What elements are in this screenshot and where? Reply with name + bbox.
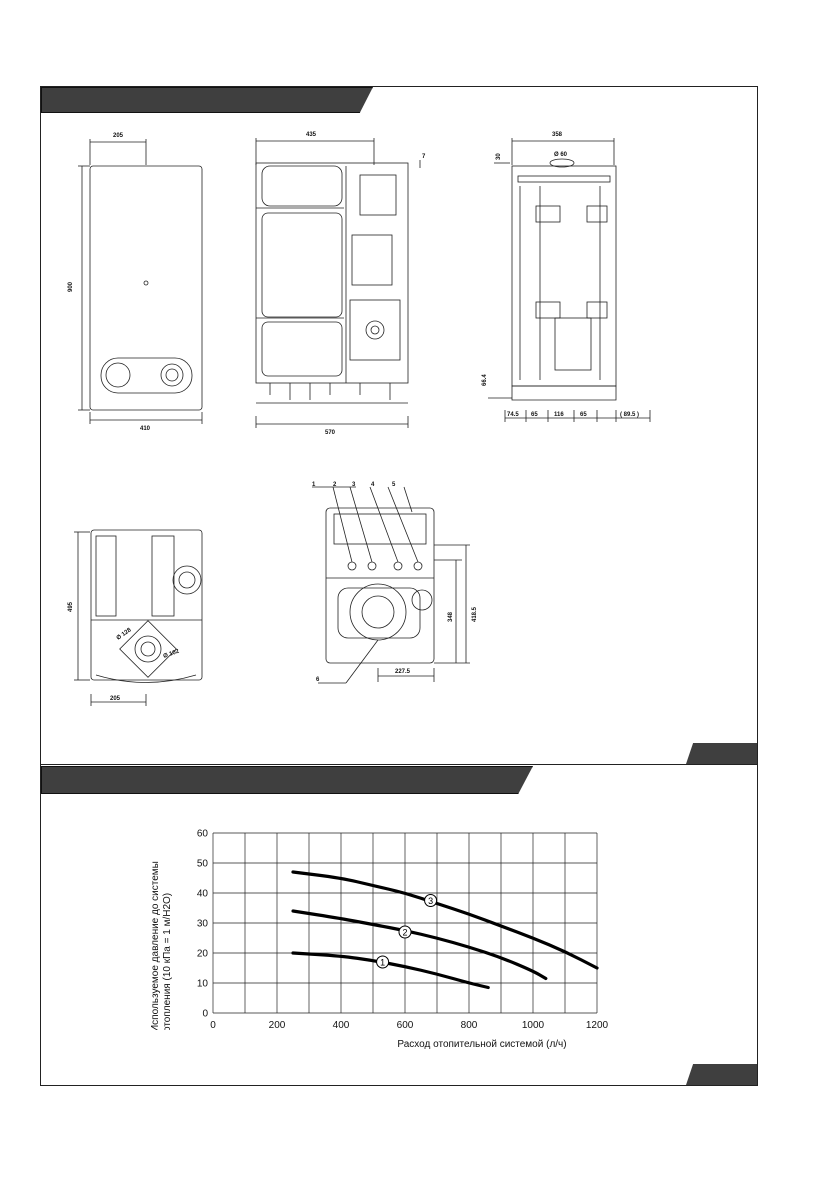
dim-back-bottom-5: ( 89.5 ) [620, 412, 640, 418]
callout-1: 1 [312, 482, 316, 488]
series-label-1: 1 [380, 957, 386, 968]
dim-back-diameter: Ø 60 [554, 152, 568, 158]
dim-top-dia-2: Ø 102 [162, 648, 181, 660]
dim-bottom-width: 227.5 [395, 669, 411, 675]
dim-back-bottom-3: 116 [554, 412, 564, 418]
y-tick-label: 10 [196, 978, 208, 990]
chart-ylabel: Используемое давление до системы [150, 861, 161, 1030]
y-tick-label: 40 [196, 888, 208, 900]
dim-bottom-height-2: 418.5 [472, 606, 478, 622]
dim-back-bottom-4: 65 [580, 412, 587, 418]
callout-4: 4 [371, 482, 375, 488]
y-tick-label: 60 [196, 828, 208, 840]
x-tick-label: 200 [268, 1020, 286, 1031]
x-tick-label: 800 [460, 1020, 478, 1031]
dim-front-height: 900 [68, 281, 74, 292]
series-label-3: 3 [428, 896, 434, 906]
dim-top-dia-1: Ø 128 [115, 627, 133, 642]
chart-ylabel-wrap [147, 800, 183, 1030]
callout-5: 5 [392, 482, 396, 488]
x-tick-label: 400 [332, 1020, 350, 1031]
x-tick-label: 0 [210, 1020, 216, 1031]
dim-front-width-bottom: 410 [140, 426, 151, 432]
dim-side-depth-bottom: 570 [325, 430, 336, 436]
dim-back-bottom-1: 74.5 [507, 412, 519, 418]
dim-back-offset-top: 30 [496, 153, 502, 160]
x-tick-label: 1200 [585, 1020, 609, 1031]
chart-ylabel-line-1 [150, 858, 173, 1030]
dim-top-depth: 495 [68, 601, 74, 612]
y-tick-label: 50 [196, 858, 208, 870]
y-tick-label: 30 [196, 918, 208, 930]
y-tick-label: 0 [202, 1008, 208, 1020]
dim-side-offset: 7 [422, 154, 426, 160]
dim-back-width-top: 358 [552, 132, 563, 138]
dim-side-width-top: 435 [306, 132, 317, 138]
dim-top-width-bottom: 205 [110, 696, 121, 702]
y-tick-label: 20 [196, 948, 208, 960]
callout-2: 2 [333, 482, 337, 488]
chart-ylabel-line-2: отопления (10 кПа = 1 м/H2O) [162, 892, 173, 1030]
series-line-1 [293, 953, 488, 988]
x-tick-label: 1000 [521, 1020, 545, 1031]
dim-back-height-low: 66.4 [482, 374, 488, 386]
series-line-3 [293, 872, 597, 968]
chart-series [293, 872, 597, 988]
chart-grid [213, 833, 597, 1013]
dim-back-bottom-2: 65 [531, 412, 538, 418]
dim-front-width-top: 205 [113, 133, 124, 139]
callout-3: 3 [352, 482, 356, 488]
x-tick-label: 600 [396, 1020, 414, 1031]
series-label-2: 2 [402, 927, 408, 938]
dim-bottom-height-1: 348 [448, 611, 454, 622]
callout-6: 6 [316, 677, 320, 683]
chart-xlabel: Расход отопительной системой (л/ч) [397, 1039, 567, 1050]
